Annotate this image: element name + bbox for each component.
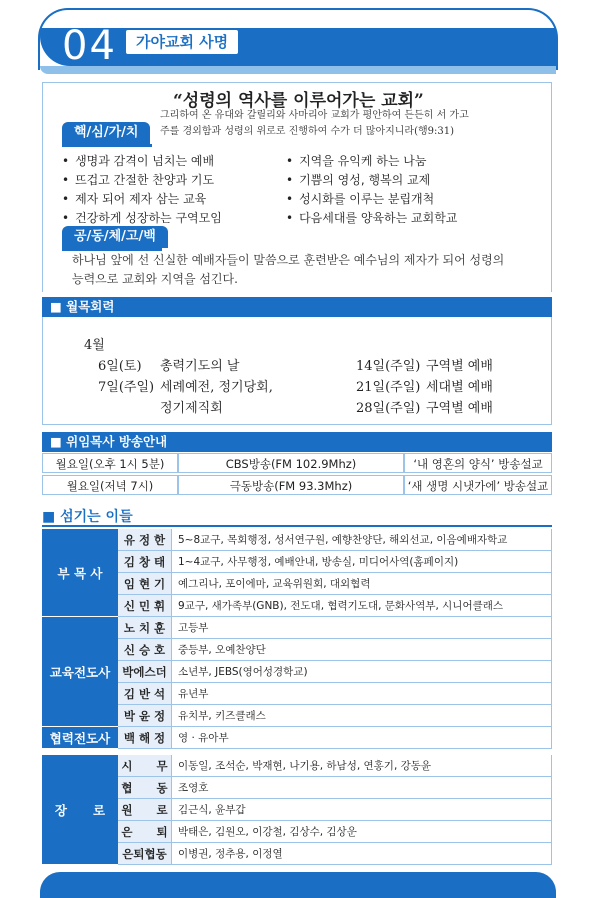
core-values-tag: 핵/심/가/치	[62, 122, 150, 144]
staff-name: 노 치 훈	[118, 617, 172, 639]
broadcast-program: ‘내 영혼의 양식’ 방송설교	[404, 453, 552, 473]
staff-name: 유 정 한	[118, 529, 172, 551]
broadcast-row	[42, 453, 552, 473]
staff-name: 임 현 기	[118, 573, 172, 595]
staff-duty: 예그리나, 포이에마, 교육위원회, 대외협력	[172, 573, 552, 595]
community-text-line: 능력으로 교회와 지역을 섬긴다.	[72, 272, 238, 286]
staff-section-header: ■ 섬기는 이들	[42, 509, 133, 525]
broadcast-time: 월요일(오후 1시 5분)	[42, 453, 178, 473]
staff-name: 시 무	[118, 755, 172, 777]
staff-name: 신 민 휘	[118, 595, 172, 617]
staff-duty: 영 · 유아부	[172, 727, 552, 749]
staff-group-label: 교육전도사	[42, 617, 118, 727]
broadcast-section-header: ■ 위임목사 방송안내	[42, 432, 552, 452]
staff-name: 백 해 정	[118, 727, 172, 749]
motto-verse-line: 그리하여 온 유대와 갈릴리와 사마리아 교회가 평안하여 든든히 서 가고	[160, 110, 469, 121]
staff-duty: 유치부, 키즈클래스	[172, 705, 552, 727]
schedule-date: 14일(주일)	[356, 359, 421, 374]
core-value-item: • 뜨겁고 간절한 찬양과 기도	[62, 171, 222, 190]
staff-duty: 고등부	[172, 617, 552, 639]
broadcast-program: ‘새 생명 시냇가에’ 방송설교	[404, 475, 552, 495]
core-values-right	[286, 152, 457, 228]
core-values-left	[62, 152, 222, 228]
section-title: 가야교회 사명	[126, 30, 238, 54]
schedule-event: 정기제직회	[160, 401, 223, 416]
staff-duty: 조영호	[172, 777, 552, 799]
core-value-item: • 지역을 유익케 하는 나눔	[286, 152, 457, 171]
month-label: 4월	[84, 338, 105, 353]
broadcast-station: 극동방송(FM 93.3Mhz)	[178, 475, 404, 495]
staff-name: 협 동	[118, 777, 172, 799]
community-tag: 공/동/체/고/백	[62, 226, 168, 248]
staff-duty: 중등부, 오예찬양단	[172, 639, 552, 661]
motto-verse-line: 주를 경외함과 성령의 위로로 진행하여 수가 더 많아지니라(행9:31)	[160, 126, 455, 137]
core-value-item: • 제자 되어 제자 삼는 교육	[62, 190, 222, 209]
staff-name: 박 윤 정	[118, 705, 172, 727]
schedule-event: 구역별 예배	[426, 401, 493, 416]
header-bar	[40, 28, 556, 66]
broadcast-time: 월요일(저녁 7시)	[42, 475, 178, 495]
staff-group-label: 부 목 사	[42, 529, 118, 617]
schedule-event: 구역별 예배	[426, 359, 493, 374]
core-value-item: • 건강하게 성장하는 구역모임	[62, 209, 222, 228]
motto-title: “성령의 역사를 이루어가는 교회”	[173, 91, 424, 111]
section-number: 04	[62, 23, 117, 69]
staff-name: 은퇴협동	[118, 843, 172, 865]
motto-verse	[160, 108, 540, 140]
schedule-date: 7일(주일)	[98, 380, 155, 395]
schedule-date: 21일(주일)	[356, 380, 421, 395]
staff-name: 신 승 호	[118, 639, 172, 661]
staff-header-line	[42, 525, 552, 527]
core-value-item: • 다음세대를 양육하는 교회학교	[286, 209, 457, 228]
staff-name: 은 퇴	[118, 821, 172, 843]
staff-name: 김 창 태	[118, 551, 172, 573]
broadcast-row	[42, 475, 552, 495]
header-swoosh	[40, 66, 556, 74]
community-text-line: 하나님 앞에 선 신실한 예배자들이 말씀으로 훈련받은 예수님의 제자가 되어 성령의	[72, 253, 505, 267]
staff-name: 박에스더	[118, 661, 172, 683]
core-value-item: • 성시화를 이루는 분립개척	[286, 190, 457, 209]
core-values-underline	[62, 144, 152, 147]
schedule-date: 28일(주일)	[356, 401, 421, 416]
community-confession	[72, 251, 542, 289]
schedule-date: 6일(토)	[98, 359, 142, 374]
staff-name: 원 로	[118, 799, 172, 821]
staff-group-label: 장 로	[42, 755, 118, 865]
footer-bar	[40, 872, 556, 898]
staff-duty: 유년부	[172, 683, 552, 705]
staff-group-label: 협력전도사	[42, 727, 118, 749]
staff-duty: 김근식, 윤부갑	[172, 799, 552, 821]
staff-duty: 5~8교구, 목회행정, 성서연구원, 예향찬양단, 해외선교, 이음예배자학교	[172, 529, 552, 551]
core-value-item: • 기쁨의 영성, 행복의 교제	[286, 171, 457, 190]
staff-duty: 이병권, 정추용, 이정열	[172, 843, 552, 865]
staff-name: 김 반 석	[118, 683, 172, 705]
staff-duty: 이동일, 조석순, 박재현, 나기용, 하남성, 연홍기, 강동윤	[172, 755, 552, 777]
core-value-item: • 생명과 감격이 넘치는 예배	[62, 152, 222, 171]
broadcast-station: CBS방송(FM 102.9Mhz)	[178, 453, 404, 473]
staff-duty: 1~4교구, 사무행정, 예배안내, 방송실, 미디어사역(홈페이지)	[172, 551, 552, 573]
staff-duty: 소년부, JEBS(영어성경학교)	[172, 661, 552, 683]
monthly-section-header: ■ 월목회력	[42, 297, 552, 317]
schedule-event: 세대별 예배	[426, 380, 493, 395]
schedule-event: 세례예전, 정기당회,	[160, 380, 273, 395]
staff-duty: 박태은, 김원오, 이강철, 김상수, 김상운	[172, 821, 552, 843]
schedule-event: 총력기도의 날	[160, 359, 240, 374]
staff-duty: 9교구, 새가족부(GNB), 전도대, 협력기도대, 문화사역부, 시니어클래스	[172, 595, 552, 617]
